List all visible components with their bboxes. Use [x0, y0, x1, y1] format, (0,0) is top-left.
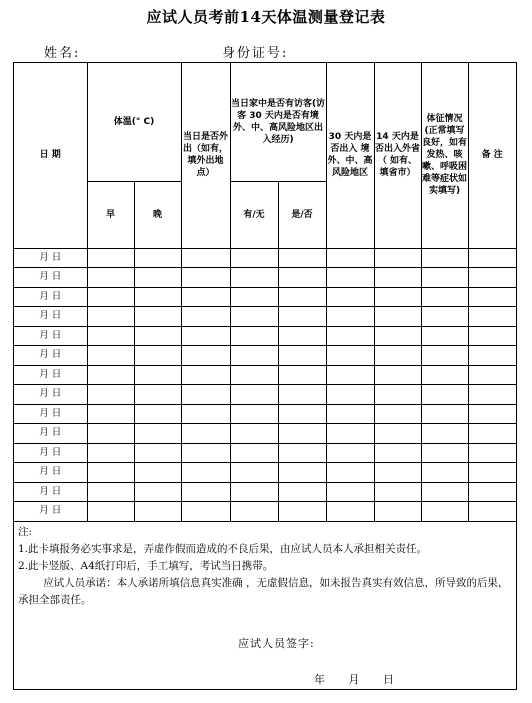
table-row [14, 482, 516, 502]
date-cell[interactable]: 月 日 [14, 404, 87, 424]
table-row [14, 326, 516, 346]
signature-date: 年 月 日 [314, 673, 394, 686]
note-item-2: 2.此卡竖版、A4纸打印后，手工填写，考试当日携带。 [18, 560, 274, 572]
header-out-today: 当日是否外出（如有，填外出地点） [181, 63, 230, 248]
header-other-province-14d: 14 天内是否出入外省（ 如有、填省市） [374, 63, 421, 248]
header-symptoms: 体征情况(正常填写良好，如有发热、咳嗽、呼吸困难等症状如实填写) [421, 63, 468, 248]
temperature-table [14, 63, 516, 522]
date-cell[interactable]: 月 日 [14, 268, 87, 288]
header-morning: 早 [87, 181, 134, 248]
header-evening: 晚 [134, 181, 181, 248]
notes-heading: 注: [18, 526, 33, 538]
table-row [14, 443, 516, 463]
note-item-1: 1.此卡填报务必实事求是，弄虚作假而造成的不良后果，由应试人员本人承担相关责任。 [18, 543, 428, 555]
name-label: 姓名: [44, 46, 81, 61]
table-row [14, 385, 516, 405]
header-is-not: 是/否 [278, 181, 326, 248]
date-cell[interactable]: 月 日 [14, 482, 87, 502]
page-title: 应试人员考前14天体温测量登记表 [146, 8, 386, 26]
date-cell[interactable]: 月 日 [14, 307, 87, 327]
table-row [14, 404, 516, 424]
header-risk-area-30d: 30 天内是否出入 境外、中、高风险地区 [326, 63, 374, 248]
header-remarks: 备 注 [468, 63, 516, 248]
date-cell[interactable]: 月 日 [14, 248, 87, 268]
header-visitor: 当日家中是否有访客(访客 30 天内是否有境外、中、高风险地区出入经历) [230, 63, 326, 181]
table-row [14, 268, 516, 288]
table-row [14, 287, 516, 307]
date-cell[interactable]: 月 日 [14, 287, 87, 307]
date-cell[interactable]: 月 日 [14, 424, 87, 444]
table-row [14, 365, 516, 385]
date-cell[interactable]: 月 日 [14, 385, 87, 405]
header-date: 日 期 [14, 63, 87, 248]
pledge-text: 应试人员承诺：本人承诺所填信息真实准确 ，无虚假信息，如未报告真实有效信息，所导致的后果，承担全部责任。 [18, 577, 509, 606]
table-row [14, 248, 516, 268]
signature-label: 应试人员签字: [238, 637, 315, 650]
header-temperature: 体温(° C) [87, 63, 181, 181]
date-cell[interactable]: 月 日 [14, 365, 87, 385]
registration-form [13, 62, 517, 690]
table-row [14, 307, 516, 327]
header-yes-no: 有/无 [230, 181, 278, 248]
table-row [14, 424, 516, 444]
table-row [14, 463, 516, 483]
date-cell[interactable]: 月 日 [14, 502, 87, 522]
date-cell[interactable]: 月 日 [14, 443, 87, 463]
notes-section [18, 524, 514, 609]
table-row [14, 346, 516, 366]
date-cell[interactable]: 月 日 [14, 346, 87, 366]
date-cell[interactable]: 月 日 [14, 326, 87, 346]
id-number-label: 身份证号: [222, 46, 289, 61]
date-cell[interactable]: 月 日 [14, 463, 87, 483]
table-row [14, 502, 516, 522]
